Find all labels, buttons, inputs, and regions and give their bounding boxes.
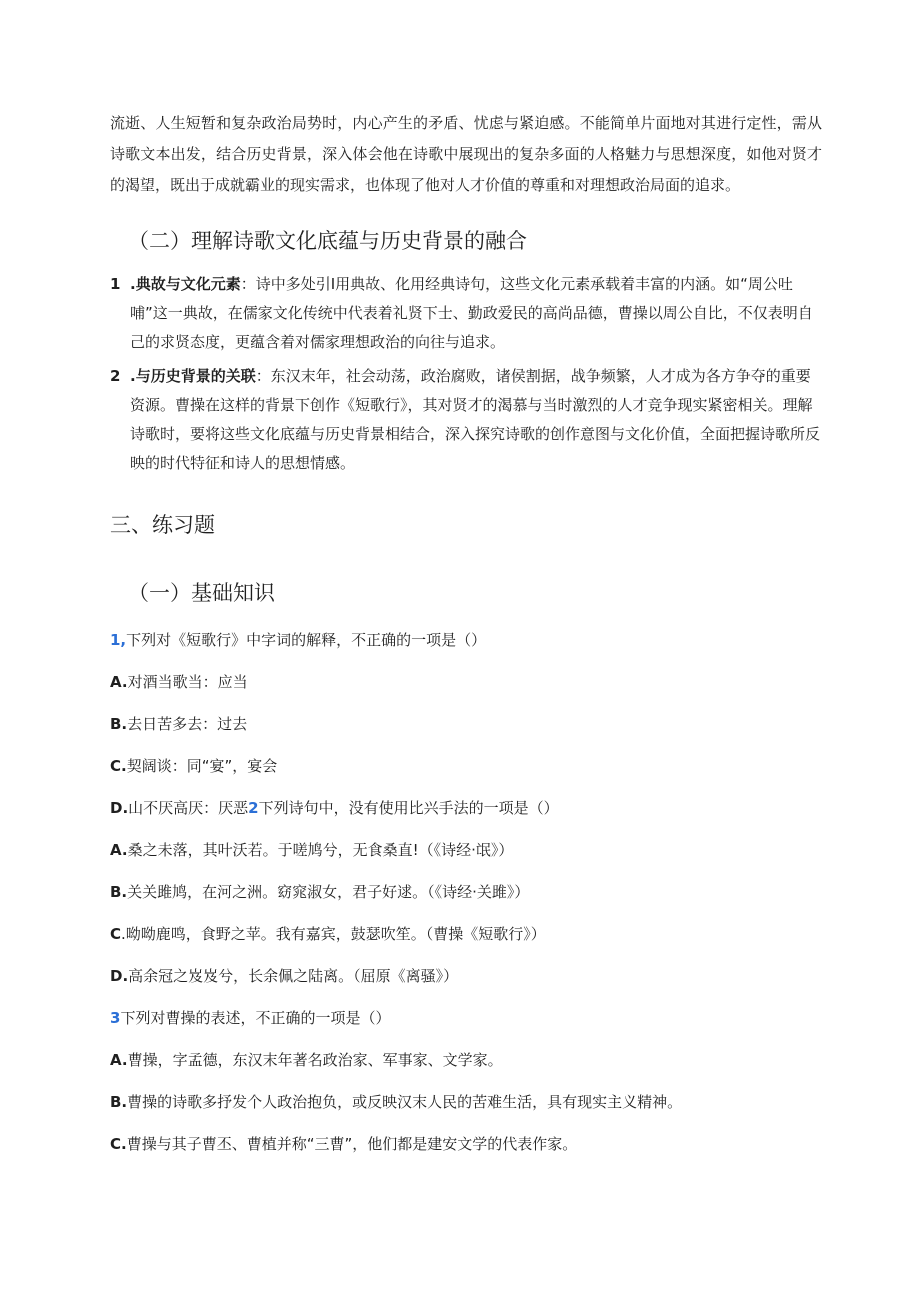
section-heading-2: （二）理解诗歌文化底蕴与历史背景的融合 xyxy=(128,229,527,253)
option-label: C. xyxy=(110,1135,127,1153)
option-line xyxy=(110,754,822,778)
point-number: 1 xyxy=(110,275,121,293)
line-text: .呦呦鹿鸣，食野之苹。我有嘉宾，鼓瑟吹笙。（曹操《短歌行》） xyxy=(121,925,546,943)
option-label: B. xyxy=(110,1093,128,1111)
option-line xyxy=(110,712,822,736)
line-text: 曹操，字孟德，东汉末年著名政治家、军事家、文学家。 xyxy=(127,1051,503,1069)
point-lead: .典故与文化元素 xyxy=(130,275,241,293)
line-text: 下列对曹操的表述，不正确的一项是（） xyxy=(120,1009,391,1027)
point-body xyxy=(130,362,822,478)
point-item-1 xyxy=(110,270,822,357)
line-text: 曹操与其子曹丕、曹植并称“三曹”，他们都是建安文学的代表作家。 xyxy=(126,1135,578,1153)
line-text: 高余冠之岌岌兮，长余佩之陆离。（屈原《离骚》） xyxy=(128,967,459,985)
point-lead: .与历史背景的关联 xyxy=(130,367,256,385)
subsection-heading-1: （一）基础知识 xyxy=(128,581,275,605)
section-heading-3: 三、练习题 xyxy=(110,513,215,537)
intro-paragraph: 流逝、人生短暂和复杂政治局势时，内心产生的矛盾、忧虑与紧迫感。不能简单片面地对其进行定性，需从诗歌文本出发，结合历史背景，深入体会他在诗歌中展现出的复杂多面的人格魅力与思想深度，如他对贤才的渴望，既出于成就霸业的现实需求，也体现了他对人才价值的尊重和对理想政治局面的追求。 xyxy=(110,114,822,194)
option-label: A. xyxy=(110,1051,128,1069)
line-text: 去日苦多去：过去 xyxy=(127,715,248,733)
point-item-2 xyxy=(110,362,822,478)
option-line xyxy=(110,1048,822,1072)
option-line xyxy=(110,796,822,820)
point-body xyxy=(130,270,822,357)
option-line xyxy=(110,922,822,946)
line-text: 桑之未落，其叶沃若。于嗟鸠兮，无食桑直!（《诗经·氓》） xyxy=(127,841,514,859)
option-label: D. xyxy=(110,967,129,985)
option-label: A. xyxy=(110,841,128,859)
option-line xyxy=(110,1090,822,1114)
question-line xyxy=(110,628,822,652)
option-label: D. xyxy=(110,799,129,817)
option-label: C xyxy=(110,925,122,943)
option-label: A. xyxy=(110,673,128,691)
point-text: ：诗中多处引I用典故、化用经典诗句，这些文化元素承载着丰富的内涵。如“周公吐哺”这一典故，在儒家文化传统中代表着礼贤下士、勤政爱民的高尚品德，曹操以周公自比，不仅表明自己的求贤态度，更蕴含着对儒家理想政治的向往与追求。 xyxy=(130,275,813,351)
option-line xyxy=(110,670,822,694)
question-number: 1, xyxy=(110,631,127,649)
question-number: 3 xyxy=(110,1009,121,1027)
question-number: 2 xyxy=(248,799,259,817)
line-text: 对酒当歌当：应当 xyxy=(127,673,248,691)
option-label: B. xyxy=(110,883,128,901)
point-number: 2 xyxy=(110,367,121,385)
option-label: C. xyxy=(110,757,127,775)
option-line xyxy=(110,1132,822,1156)
line-text: 曹操的诗歌多抒发个人政治抱负，或反映汉末人民的苦难生活，具有现实主义精神。 xyxy=(127,1093,683,1111)
option-line xyxy=(110,880,822,904)
point-text: ：东汉末年，社会动荡，政治腐败，诸侯割据，战争频繁，人才成为各方争夺的重要资源。曹操在这样的背景下创作《短歌行》，其对贤才的渴慕与当时激烈的人才竞争现实紧密相关。理解诗歌时，要将这些文化底蕴与历史背景相结合，深入探究诗歌的创作意图与文化价值，全面把握诗歌所反映的时代特征和诗人的思想情感。 xyxy=(130,367,821,472)
line-text: 契阔谈：同“宴”，宴会 xyxy=(126,757,278,775)
line-text: 下列对《短歌行》中字词的解释，不正确的一项是（） xyxy=(126,631,487,649)
option-line xyxy=(110,964,822,988)
line-text: 山不厌高厌：厌恶 xyxy=(128,799,249,817)
question-line xyxy=(110,1006,822,1030)
line-text: 下列诗句中，没有使用比兴手法的一项是（） xyxy=(258,799,559,817)
option-line xyxy=(110,838,822,862)
option-label: B. xyxy=(110,715,128,733)
line-text: 关关雎鸠，在河之洲。窈窕淑女，君子好逑。（《诗经·关雎》） xyxy=(127,883,530,901)
